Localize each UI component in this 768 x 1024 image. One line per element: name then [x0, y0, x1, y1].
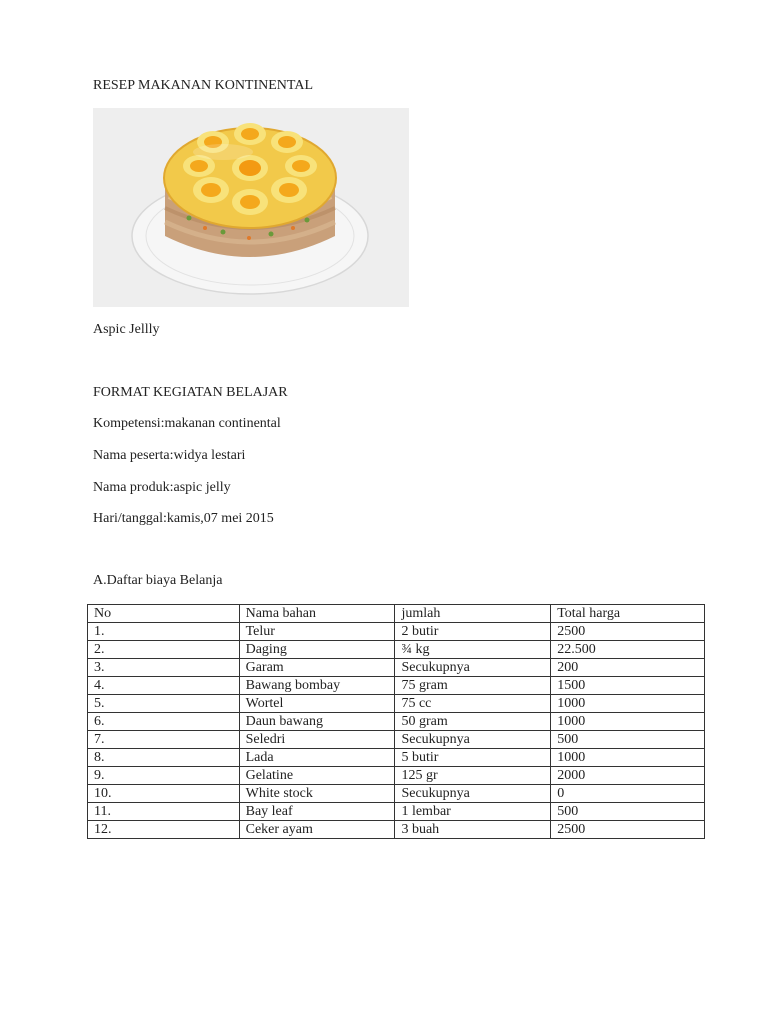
table-row — [88, 767, 705, 785]
table-row — [88, 803, 705, 821]
cell-jumlah: Secukupnya — [395, 659, 551, 677]
cell-nama-bahan: Seledri — [239, 731, 395, 749]
image-caption: Aspic Jellly — [93, 322, 160, 337]
cell-total-harga: 500 — [551, 803, 705, 821]
table-row — [88, 623, 705, 641]
cell-nama-bahan: White stock — [239, 785, 395, 803]
cell-nama-bahan: Daging — [239, 641, 395, 659]
cell-no: 2. — [88, 641, 240, 659]
header-cell-nama-bahan: Nama bahan — [239, 605, 395, 623]
table-row — [88, 695, 705, 713]
cell-no: 8. — [88, 749, 240, 767]
cell-nama-bahan: Bay leaf — [239, 803, 395, 821]
hari-tanggal-line: Hari/tanggal:kamis,07 mei 2015 — [93, 511, 274, 526]
table-row — [88, 677, 705, 695]
nama-peserta-line: Nama peserta:widya lestari — [93, 448, 246, 463]
cell-nama-bahan: Ceker ayam — [239, 821, 395, 839]
cell-nama-bahan: Bawang bombay — [239, 677, 395, 695]
cell-no: 10. — [88, 785, 240, 803]
cell-no: 12. — [88, 821, 240, 839]
cell-nama-bahan: Telur — [239, 623, 395, 641]
cell-total-harga: 1000 — [551, 749, 705, 767]
nama-produk-line: Nama produk:aspic jelly — [93, 480, 231, 495]
cell-no: 5. — [88, 695, 240, 713]
cell-jumlah: 75 cc — [395, 695, 551, 713]
cell-total-harga: 1500 — [551, 677, 705, 695]
header-cell-total-harga: Total harga — [551, 605, 705, 623]
cell-no: 9. — [88, 767, 240, 785]
table-row — [88, 731, 705, 749]
cell-total-harga: 0 — [551, 785, 705, 803]
cell-total-harga: 2000 — [551, 767, 705, 785]
cell-no: 7. — [88, 731, 240, 749]
kompetensi-line: Kompetensi:makanan continental — [93, 416, 281, 431]
aspic-jelly-photo — [93, 108, 409, 307]
cell-jumlah: 3 buah — [395, 821, 551, 839]
shopping-cost-table — [87, 604, 705, 839]
cell-nama-bahan: Garam — [239, 659, 395, 677]
cell-total-harga: 2500 — [551, 623, 705, 641]
cell-total-harga: 200 — [551, 659, 705, 677]
document-title: RESEP MAKANAN KONTINENTAL — [93, 78, 314, 93]
cell-no: 11. — [88, 803, 240, 821]
cell-jumlah: 125 gr — [395, 767, 551, 785]
table-row — [88, 659, 705, 677]
cell-no: 1. — [88, 623, 240, 641]
cell-jumlah: 2 butir — [395, 623, 551, 641]
cell-total-harga: 1000 — [551, 695, 705, 713]
cell-jumlah: 75 gram — [395, 677, 551, 695]
cell-no: 4. — [88, 677, 240, 695]
cell-jumlah: 50 gram — [395, 713, 551, 731]
cell-total-harga: 2500 — [551, 821, 705, 839]
cell-no: 3. — [88, 659, 240, 677]
header-cell-no: No — [88, 605, 240, 623]
table-row — [88, 821, 705, 839]
cell-total-harga: 22.500 — [551, 641, 705, 659]
table-row — [88, 785, 705, 803]
table-header-row — [88, 605, 705, 623]
cell-nama-bahan: Gelatine — [239, 767, 395, 785]
cell-jumlah: 1 lembar — [395, 803, 551, 821]
table-row — [88, 713, 705, 731]
section-title: FORMAT KEGIATAN BELAJAR — [93, 385, 288, 400]
cell-total-harga: 500 — [551, 731, 705, 749]
cell-no: 6. — [88, 713, 240, 731]
header-cell-jumlah: jumlah — [395, 605, 551, 623]
aspic-jelly-illustration — [93, 108, 409, 307]
cell-jumlah: ¾ kg — [395, 641, 551, 659]
table-row — [88, 749, 705, 767]
cell-nama-bahan: Daun bawang — [239, 713, 395, 731]
table-heading: A.Daftar biaya Belanja — [93, 573, 223, 588]
cell-nama-bahan: Lada — [239, 749, 395, 767]
cell-jumlah: Secukupnya — [395, 785, 551, 803]
cell-nama-bahan: Wortel — [239, 695, 395, 713]
cell-jumlah: 5 butir — [395, 749, 551, 767]
table-row — [88, 641, 705, 659]
cell-total-harga: 1000 — [551, 713, 705, 731]
cell-jumlah: Secukupnya — [395, 731, 551, 749]
